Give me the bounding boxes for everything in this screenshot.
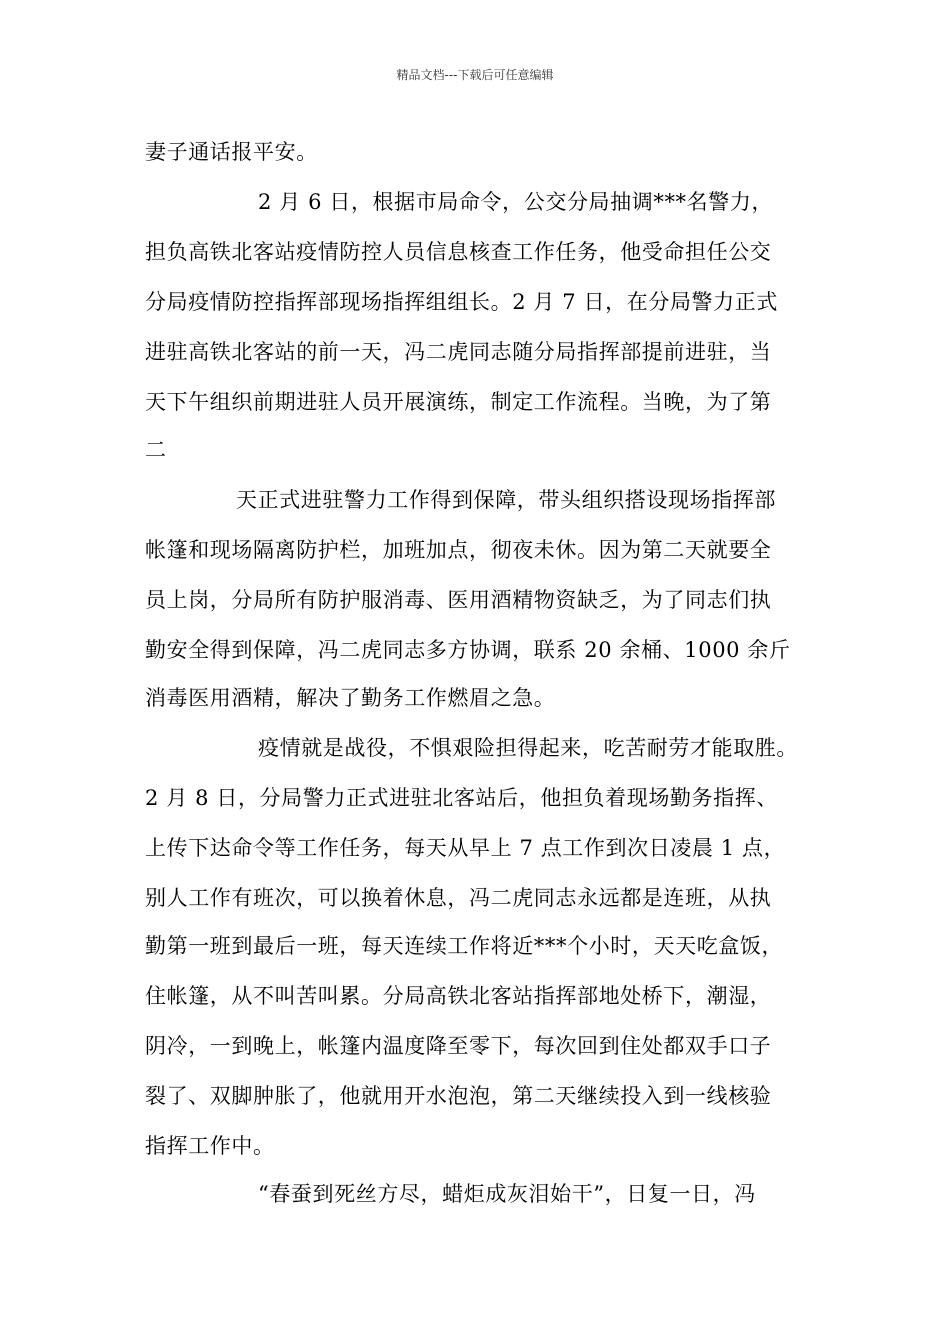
text-line: 上传下达命令等工作任务，每天从早上 7 点工作到次日凌晨 1 点， bbox=[145, 836, 786, 860]
text-line: 天下午组织前期进驻人员开展演练，制定工作流程。当晚，为了第 bbox=[145, 390, 772, 414]
text-line: 2 月 6 日，根据市局命令，公交分局抽调***名警力， bbox=[258, 190, 774, 214]
text-line: 员上岗，分局所有防护服消毒、医用酒精物资缺乏，为了同志们执 bbox=[145, 588, 772, 612]
text-line: 勤安全得到保障，冯二虎同志多方协调，联系 20 余桶、1000 余斤 bbox=[145, 638, 791, 662]
text-line: 住帐篷，从不叫苦叫累。分局高铁北客站指挥部地处桥下，潮湿， bbox=[145, 984, 772, 1008]
text-line: 分局疫情防控指挥部现场指挥组组长。2 月 7 日，在分局警力正式 bbox=[145, 290, 778, 314]
text-line: 阴冷，一到晚上，帐篷内温度降至零下，每次回到住处都双手口子 bbox=[145, 1034, 772, 1058]
text-line: “春蚕到死丝方尽，蜡炬成灰泪始干”，日复一日，冯 bbox=[258, 1182, 756, 1206]
text-line: 指挥工作中。 bbox=[145, 1134, 275, 1158]
text-line: 疫情就是战役，不惧艰险担得起来，吃苦耐劳才能取胜。 bbox=[258, 736, 798, 760]
text-line: 天正式进驻警力工作得到保障，带头组织搭设现场指挥部 bbox=[236, 488, 776, 512]
page-header: 精品文档---下载后可任意编辑 bbox=[396, 68, 554, 82]
text-line: 裂了、双脚肿胀了，他就用开水泡泡，第二天继续投入到一线核验 bbox=[145, 1084, 772, 1108]
text-line: 2 月 8 日，分局警力正式进驻北客站后，他担负着现场勤务指挥、 bbox=[145, 786, 778, 810]
text-line: 消毒医用酒精，解决了勤务工作燃眉之急。 bbox=[145, 686, 556, 710]
text-line: 别人工作有班次，可以换着休息，冯二虎同志永远都是连班，从执 bbox=[145, 886, 772, 910]
text-line: 二 bbox=[145, 438, 167, 462]
text-line: 进驻高铁北客站的前一天，冯二虎同志随分局指挥部提前进驻，当 bbox=[145, 340, 772, 364]
text-line: 帐篷和现场隔离防护栏，加班加点，彻夜未休。因为第二天就要全 bbox=[145, 538, 772, 562]
text-line: 勤第一班到最后一班，每天连续工作将近***个小时，天天吃盒饭， bbox=[145, 934, 784, 958]
text-line: 妻子通话报平安。 bbox=[145, 140, 318, 164]
text-line: 担负高铁北客站疫情防控人员信息核查工作任务，他受命担任公交 bbox=[145, 240, 772, 264]
